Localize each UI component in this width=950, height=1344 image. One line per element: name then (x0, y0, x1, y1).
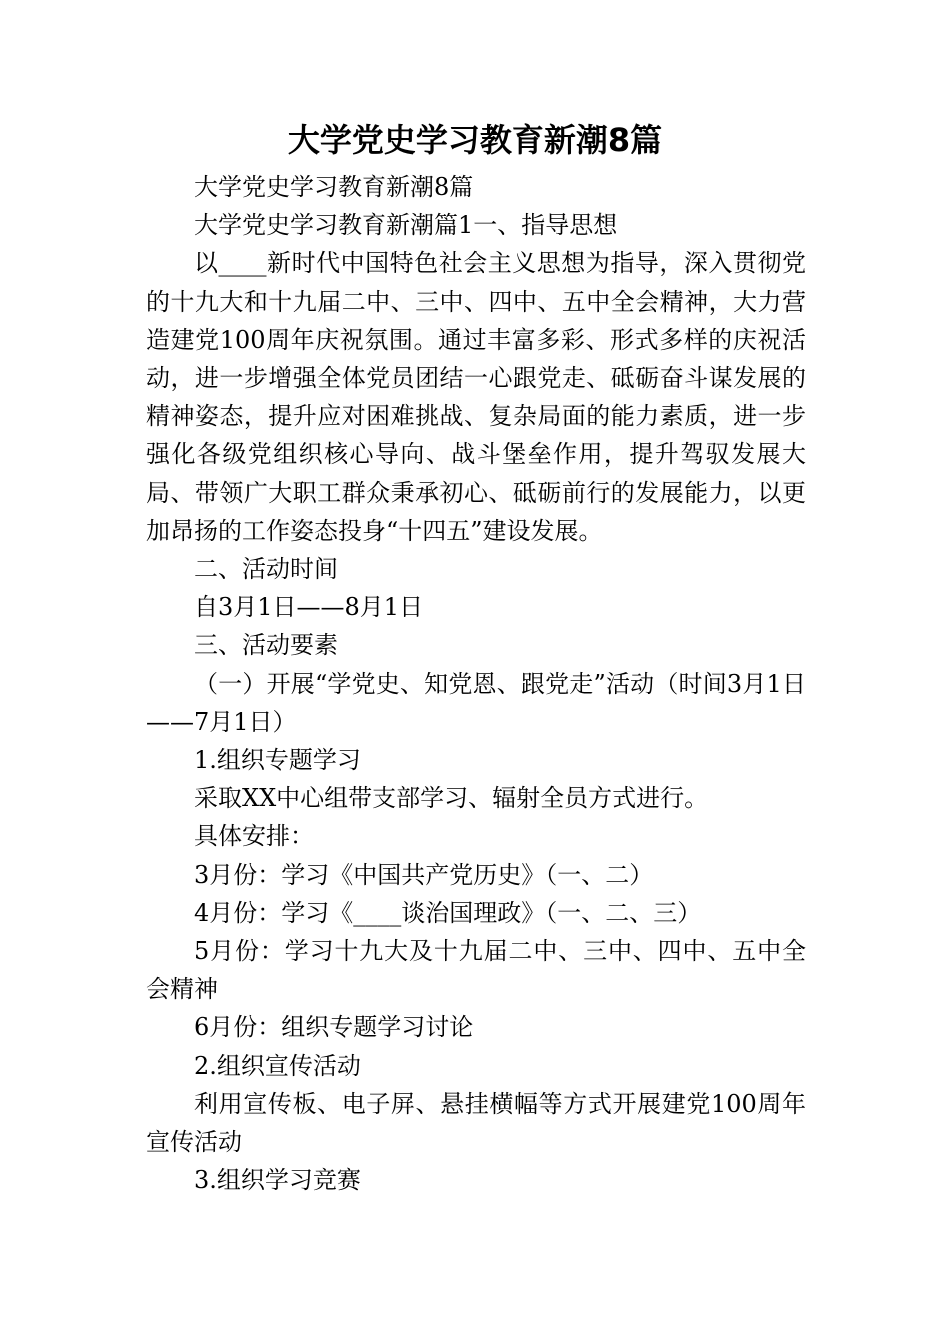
paragraph-march-plan: 3月份：学习《中国共产党历史》（一、二） (194, 860, 654, 889)
paragraph-publicity: 利用宣传板、电子屏、悬挂横幅等方式开展建党100周年宣传活动 (146, 1089, 806, 1157)
paragraph-may-plan: 5月份：学习十九大及十九届二中、三中、四中、五中全会精神 (146, 937, 806, 1004)
paragraph-study-method: 采取XX中心组带支部学习、辐射全员方式进行。 (194, 784, 709, 813)
paragraph-arrangement-label: 具体安排： (194, 822, 314, 851)
paragraph-activity-one: （一）开展“学党史、知党恩、跟党走”活动（时间3月1日——7月1日） (146, 669, 806, 736)
paragraph-section-1-heading: 大学党史学习教育新潮篇1一、指导思想 (194, 211, 618, 240)
paragraph-june-plan: 6月份：组织专题学习讨论 (194, 1013, 474, 1042)
paragraph-item-2-heading: 2.组织宣传活动 (194, 1051, 361, 1080)
paragraph-section-3-heading: 三、活动要素 (194, 631, 338, 660)
paragraph-section-2-heading: 二、活动时间 (194, 555, 338, 584)
paragraph-guiding-thought: 以____新时代中国特色社会主义思想为指导，深入贯彻党的十九大和十九届二中、三中、四中、五中全会精神，大力营造建党100周年庆祝氛围。通过丰富多彩、形式多样的庆祝活动，进一步增强全体党员团结一心跟党走、砥砺奋斗谋发展的精神姿态，提升应对困难挑战、复杂局面的能力素质，进一步强化各级党组织核心导向、战斗堡垒作用，提升驾驭发展大局、带领广大职工群众秉承初心、砥砺前行的发展能力，以更加昂扬的工作姿态投身“十四五”建设发展。 (146, 249, 806, 545)
document-title: 大学党史学习教育新潮8篇 (287, 121, 663, 159)
paragraph-april-plan: 4月份：学习《____谈治国理政》（一、二、三） (194, 898, 702, 927)
paragraph-subtitle: 大学党史学习教育新潮8篇 (194, 173, 474, 201)
paragraph-activity-time: 自3月1日——8月1日 (194, 593, 424, 622)
paragraph-item-3-heading: 3.组织学习竞赛 (194, 1166, 361, 1195)
document-body (146, 168, 806, 1199)
paragraph-item-1-heading: 1.组织专题学习 (194, 746, 361, 775)
